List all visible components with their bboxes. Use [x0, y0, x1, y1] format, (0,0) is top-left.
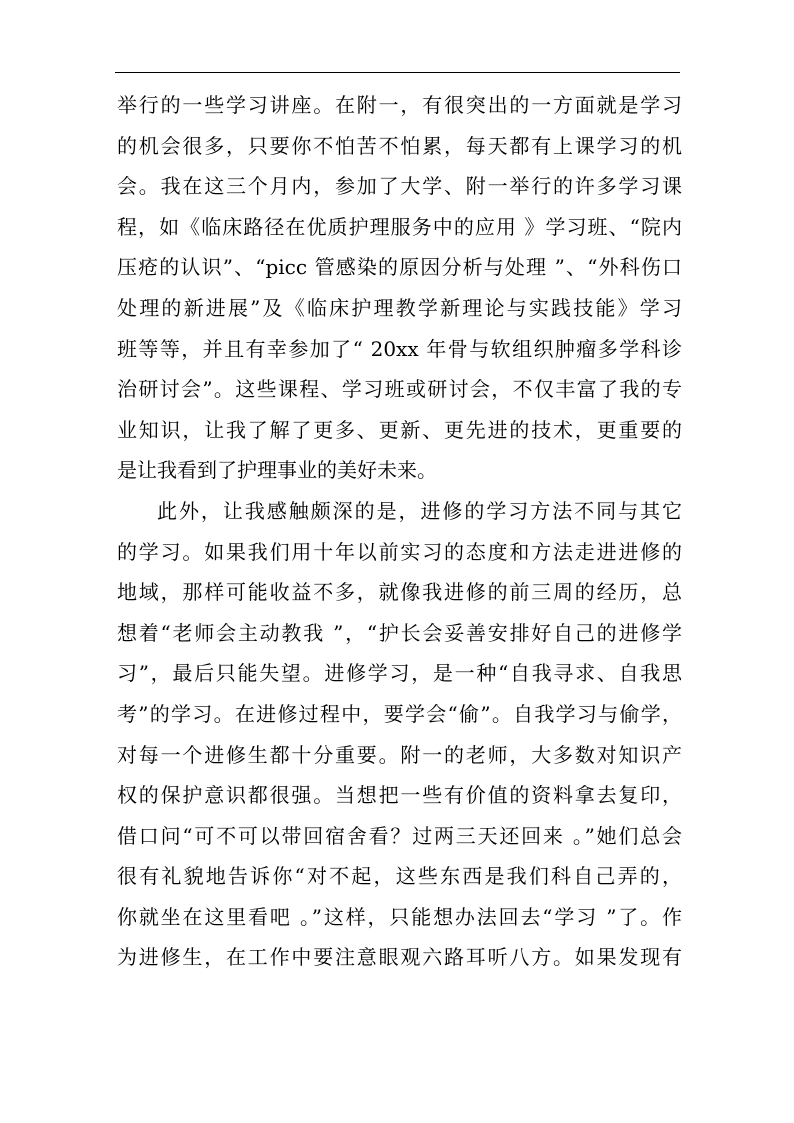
text-line: 会。我在这三个月内，参加了大学、附一举行的许多学习课 — [117, 174, 682, 199]
text-line: 处理的新进展”及《临床护理教学新理论与实践技能》学习 — [117, 295, 682, 320]
text-line: 权的保护意识都很强。当想把一些有价值的资料拿去复印， — [117, 783, 682, 808]
text-line: 你就坐在这里看吧 。”这样，只能想办法回去“学习 ”了。作 — [117, 904, 682, 929]
header-rule — [115, 72, 680, 73]
text-line: 很有礼貌地告诉你“对不起，这些东西是我们科自己弄的， — [117, 864, 682, 889]
text-line: 习”，最后只能失望。进修学习，是一种“自我寻求、自我思 — [117, 661, 682, 686]
text-line: 是让我看到了护理事业的美好未来。 — [117, 458, 437, 483]
text-line: 治研讨会”。这些课程、学习班或研讨会，不仅丰富了我的专 — [117, 377, 682, 402]
paragraph-1 — [117, 85, 682, 491]
text-line: 举行的一些学习讲座。在附一，有很突出的一方面就是学习 — [117, 93, 682, 117]
text-line: 借口问“可不可以带回宿舍看？过两三天还回来 。”她们总会 — [117, 823, 682, 848]
text-line: 的机会很多，只要你不怕苦不怕累，每天都有上课学习的机 — [117, 133, 682, 158]
text-line: 程，如《临床路径在优质护理服务中的应用 》学习班、“院内 — [117, 214, 682, 239]
text-line: 为进修生，在工作中要注意眼观六路耳听八方。如果发现有 — [117, 945, 682, 970]
paragraph-2 — [117, 491, 682, 978]
text-line: 考”的学习。在进修过程中，要学会“偷”。自我学习与偷学， — [117, 701, 682, 726]
body-text — [117, 85, 682, 978]
text-line: 压疮的认识”、“picc 管感染的原因分析与处理 ”、“外科伤口 — [117, 255, 682, 280]
text-line: 对每一个进修生都十分重要。附一的老师，大多数对知识产 — [117, 742, 682, 767]
text-line: 地域，那样可能收益不多，就像我进修的前三周的经历，总 — [117, 580, 682, 605]
text-line: 的学习。如果我们用十年以前实习的态度和方法走进进修的 — [117, 539, 682, 564]
text-line: 业知识，让我了解了更多、更新、更先进的技术，更重要的 — [117, 417, 682, 442]
text-line: 班等等，并且有幸参加了“ 20xx 年骨与软组织肿瘤多学科诊 — [117, 336, 682, 361]
text-line: 此外，让我感触颇深的是，进修的学习方法不同与其它 — [157, 498, 682, 523]
text-line: 想着“老师会主动教我 ”，“护长会妥善安排好自己的进修学 — [117, 620, 682, 645]
